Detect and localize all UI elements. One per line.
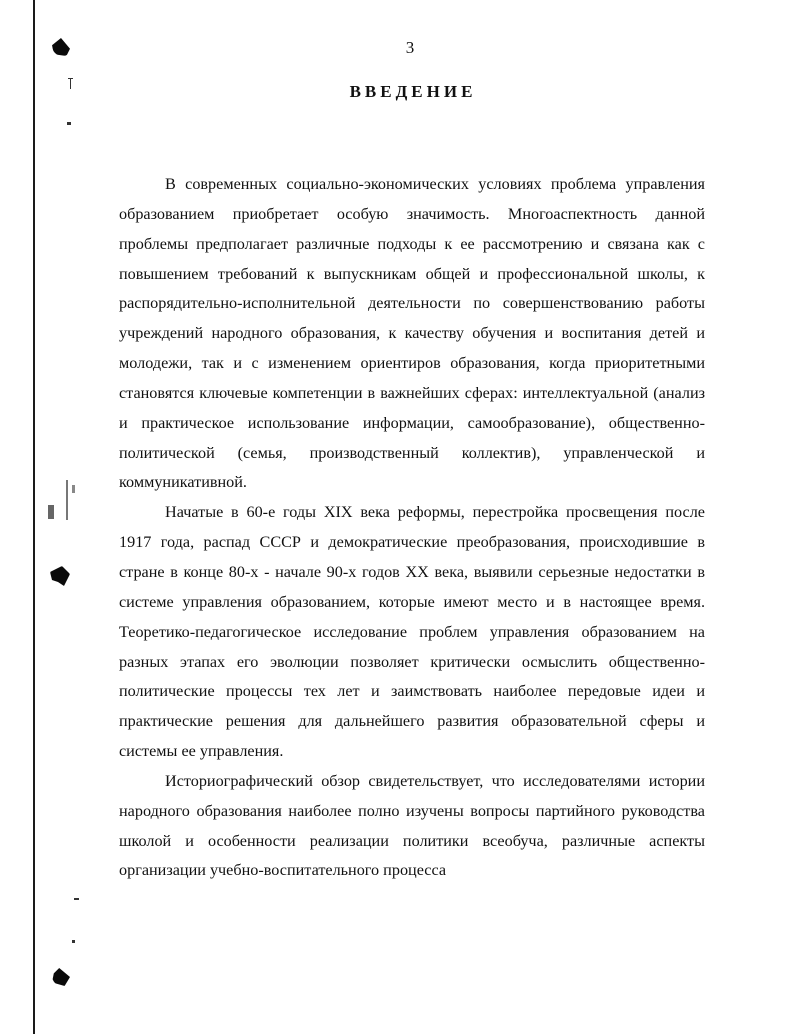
scan-speck — [74, 898, 79, 900]
scan-speck — [48, 505, 54, 519]
section-title: ВВЕДЕНИЕ — [349, 82, 477, 101]
binding-hole-mark — [52, 968, 70, 986]
scan-speck — [72, 940, 75, 943]
scan-speck — [67, 122, 71, 125]
paragraph: Историографический обзор свидетельствует, что исследователями истории народного образования наиболее полно изучены вопросы партийного руководства школой и особенности реализации политики всеобуча, различные аспекты организации учебно-воспитательного процесса — [119, 771, 705, 880]
page-number: 3 — [405, 38, 415, 57]
scan-speck — [72, 485, 75, 493]
scan-binding-edge — [33, 0, 35, 1034]
paragraph: В современных социально-экономических условиях проблема управления образованием приобретает особую значимость. Многоаспектность данной проблемы предполагает различные подходы к ее рассмотрению и связана как с повышением требований к выпускникам общей и профессиональной школы, к распорядительно-исполнительной деятельности по совершенствованию работы учреждений народного образования, к качеству обучения и воспитания детей и молодежи, так и с изменением ориентиров образования, когда приоритетными становятся ключевые компетенции в важнейших сферах: интеллектуальной (анализ и практическое использование информации, самообразование), общественно-политической (семья, производственный коллектив), управленческой и коммуникативной. — [119, 175, 705, 492]
paragraph: Начатые в 60-е годы XIX века реформы, перестройка просвещения после 1917 года, распад СССР и демократические преобразования, происходившие в стране в конце 80-х - начале 90-х годов XX века, выявили серьезные недостатки в системе управления образованием, которые имеют место и в настоящее время. Теоретико-педагогическое исследование проблем управления образованием на разных этапах его эволюции позволяет критически осмыслить общественно-политические процессы тех лет и заимствовать наиболее передовые идеи и практические решения для дальнейшего развития образовательной сферы и системы ее управления. — [119, 503, 705, 761]
scan-speck — [66, 480, 68, 520]
binding-hole-mark — [50, 566, 70, 586]
body-text — [119, 170, 705, 886]
